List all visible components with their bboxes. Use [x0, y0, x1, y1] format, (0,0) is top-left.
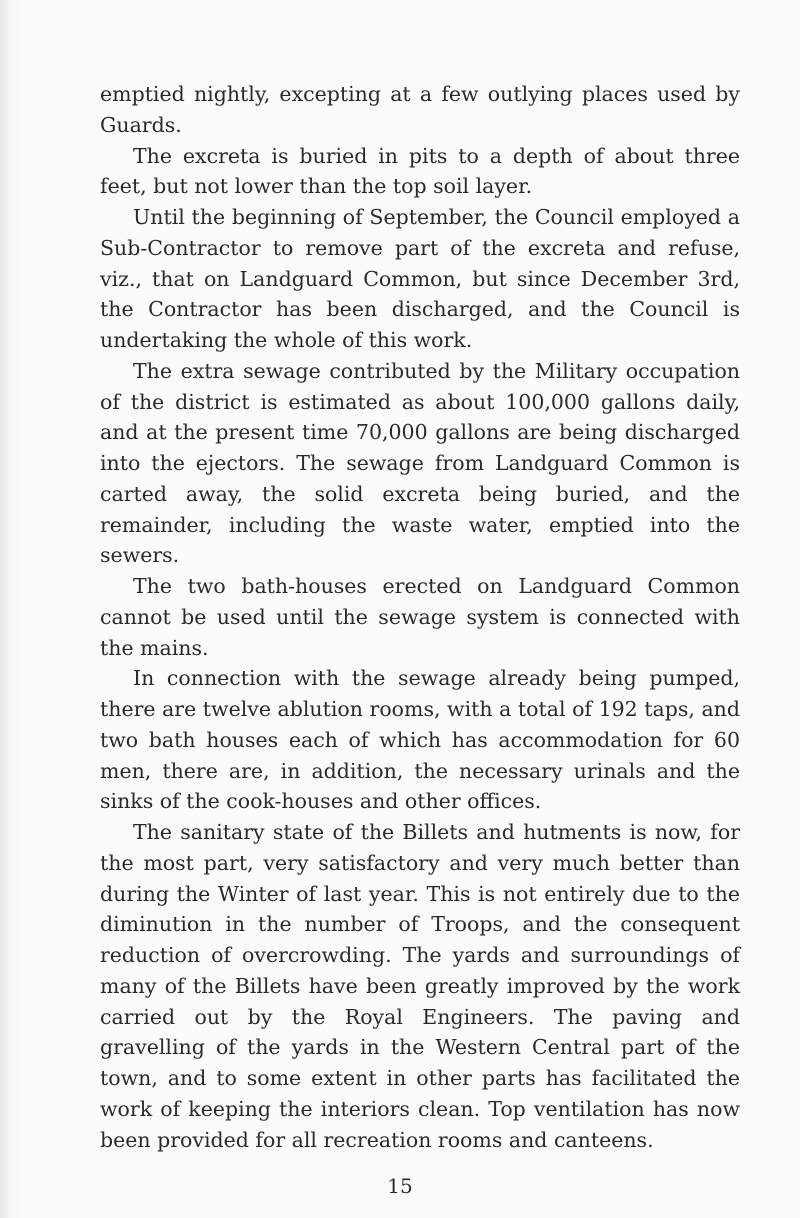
paragraph-sub-contractor-text: Until the beginning of September, the Council employed a Sub-Contractor to remove part of the excreta and refuse, viz., that on Landguard Common, but since December 3rd, the Contractor has been discharged, and the Council is undertaking the whole of this work.: [100, 205, 740, 352]
paragraph-sanitary-state-text: The sanitary state of the Billets and hutments is now, for the most part, very satisfactory and very much better than during the Winter of last year. This is not entirely due to the diminution in the number of Troops, and the consequent reduction of overcrowding. The yards and surroundings of many of the Billets have been greatly improved by the work carried out by the Royal Engineers. The paving and gravelling of the yards in the Western Central part of the town, and to some extent in other parts has facilitated the work of keeping the interiors clean. Top ventilation has now been provided for all recreation rooms and canteens.: [100, 820, 740, 1152]
paragraph-ablution-rooms: [100, 663, 740, 817]
paragraph-extra-sewage-text: The extra sewage contributed by the Military occupation of the district is estimated as about 100,000 gallons daily, and at the present time 70,000 gallons are being discharged into the ejectors. The sewage from Landguard Common is carted away, the solid excreta being buried, and the remainder, including the waste water, emptied into the sewers.: [100, 358, 740, 568]
paragraph-bath-houses-text: The two bath-houses erected on Landguard Common cannot be used until the sewage system is connected with the mains.: [100, 574, 740, 660]
paragraph-excreta-pits-text: The excreta is buried in pits to a depth of about three feet, but not lower than the top soil layer.: [100, 143, 740, 199]
paragraph-sanitary-state: [100, 817, 740, 1155]
paragraph-continued: emptied nightly, excepting at a few outlying places used by Guards.: [100, 82, 740, 137]
page-number: 15: [387, 1174, 413, 1198]
paragraph-ablution-rooms-text: In connection with the sewage already being pumped, there are twelve ablution rooms, with a total of 192 taps, and two bath houses each of which has accommodation for 60 men, there are, in addition, the necessary urinals and the sinks of the cook-houses and other offices.: [100, 666, 740, 814]
paragraph-bath-houses: [100, 571, 740, 663]
paragraph-extra-sewage: [100, 356, 740, 571]
paragraph-sub-contractor: [100, 202, 740, 356]
paragraph-excreta-pits: [100, 141, 740, 203]
body-text: [100, 79, 740, 1155]
